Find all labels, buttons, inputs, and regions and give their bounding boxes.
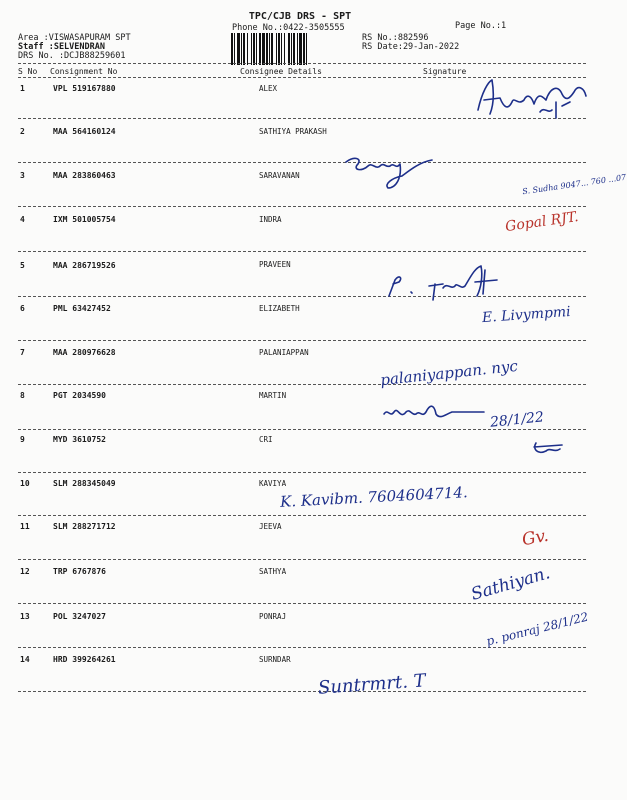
row-consignment: HRD 399264261 [53,655,116,664]
row-consignment: SLM 288271712 [53,522,116,531]
row-divider [18,251,586,252]
row-consignee: KAVIYA [259,479,287,488]
row-consignee: MARTIN [259,391,287,400]
row-consignee: PONRAJ [259,612,287,621]
row-divider [18,162,586,163]
barcode [230,33,351,65]
handwritten-note-row-7: palaniyappan. nyc [379,356,519,390]
row-sno: 3 [20,171,25,180]
row-consignee: SATHIYA PRAKASH [259,127,327,136]
handwritten-note-row-6: E. Livympmi [481,303,572,327]
row-divider [18,691,586,692]
handwritten-note-row-10: K. Kavibm. 7604604714. [279,483,469,511]
handwritten-note-row-12: Sathiyan. [468,563,553,605]
drs-number: DRS No. :DCJB88259601 [18,51,126,61]
row-consignee: INDRA [259,215,282,224]
row-consignee: CRI [259,435,273,444]
row-consignee: SATHYA [259,567,287,576]
col-header-signature: Signature [423,67,467,76]
handwritten-date-row-8: 28/1/22 [489,409,545,431]
row-divider [18,647,586,648]
handwritten-note-row-4: Gopal RJT. [504,208,580,236]
row-consignment: MYD 3610752 [53,435,106,444]
row-sno: 14 [20,655,30,664]
signature-row-1 [470,72,595,122]
row-divider [18,472,586,473]
page-number: Page No.:1 [455,21,507,31]
row-sno: 1 [20,84,25,93]
phone-number: Phone No.:0422-3505555 [232,23,345,33]
row-sno: 2 [20,127,25,136]
row-consignee: JEEVA [259,522,282,531]
row-consignment: SLM 288345049 [53,479,116,488]
staff-label: Staff :SELVENDRAN [18,42,105,52]
row-consignee: ELIZABETH [259,304,300,313]
rs-number: RS No.:882596 [362,33,429,43]
row-consignment: MAA 286719526 [53,261,116,270]
row-sno: 7 [20,348,25,357]
row-sno: 12 [20,567,30,576]
row-divider [18,515,586,516]
signature-row-5 [385,262,525,302]
row-divider [18,340,586,341]
signature-row-2 [340,148,440,193]
row-consignee: SARAVANAN [259,171,300,180]
row-sno: 9 [20,435,25,444]
col-header-consignee: Consignee Details [240,67,322,76]
row-sno: 6 [20,304,25,313]
handwritten-note-row-14: Suntrmrt. T [317,670,427,699]
row-consignee: ALEX [259,84,278,93]
row-divider [18,603,586,604]
row-consignment: PGT 2034590 [53,391,106,400]
row-sno: 5 [20,261,25,270]
row-divider [18,384,586,385]
row-sno: 4 [20,215,25,224]
row-consignment: MAA 564160124 [53,127,116,136]
handwritten-note-row-3: S. Sudha 9047... 760 ...07 [521,172,627,197]
document-title: TPC/CJB DRS - SPT [248,11,352,22]
row-consignment: MAA 283860463 [53,171,116,180]
col-header-sno: S No [18,67,38,76]
row-consignee: PALANIAPPAN [259,348,309,357]
row-consignment: PML 63427452 [53,304,111,313]
area-label: Area :VISWASAPURAM SPT [18,33,131,43]
row-consignment: IXM 501005754 [53,215,116,224]
row-consignment: VPL 519167880 [53,84,116,93]
row-consignment: TRP 6767876 [53,567,106,576]
row-divider [18,206,586,207]
row-consignment: MAA 280976628 [53,348,116,357]
signature-row-9 [530,435,565,460]
row-consignment: POL 3247027 [53,612,106,621]
row-consignee: PRAVEEN [259,260,291,269]
col-header-consignment: Consignment No [50,67,118,76]
row-sno: 13 [20,612,30,621]
handwritten-note-row-13: p. ponraj 28/1/22 [484,609,590,649]
row-sno: 8 [20,391,25,400]
row-sno: 10 [20,479,30,488]
handwritten-note-row-11: Gv. [520,525,551,551]
header-divider-top [18,63,586,64]
signature-row-8 [380,400,490,434]
rs-date: RS Date:29-Jan-2022 [362,42,460,52]
row-consignee: SURNDAR [259,655,291,664]
row-sno: 11 [20,522,30,531]
row-divider [18,559,586,560]
